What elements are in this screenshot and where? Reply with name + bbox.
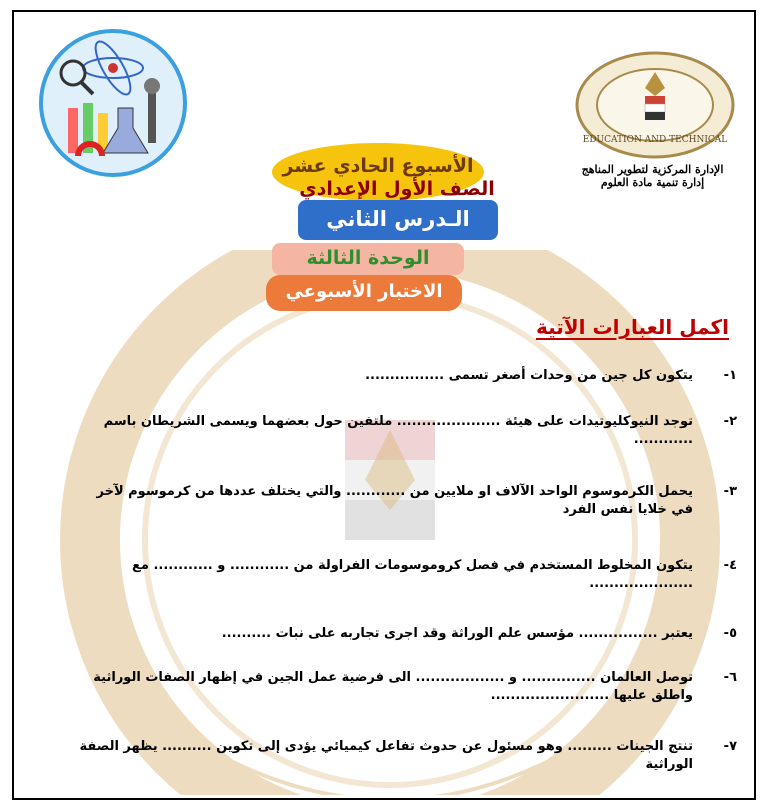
section-title: اكمل العبارات الآتية: [535, 315, 729, 339]
unit-badge: الوحدة الثالثة: [272, 243, 464, 275]
question-text: يعتبر ................ مؤسس علم الوراثة وقد اجرى تجاربه على نبات ..........: [221, 626, 693, 641]
question-number: ٦-: [723, 670, 737, 685]
ministry-seal-logo: [575, 50, 735, 160]
administration-text: الإدارة المركزية لتطوير المناهج إدارة تنمية مادة العلوم: [581, 163, 724, 189]
question-text: يتكون المخلوط المستخدم في فصل كروموسومات الفراولة من ............ و ............ مع .....................: [132, 558, 693, 591]
week-badge: الأسبوع الحادي عشر: [272, 143, 484, 201]
question-item: [62, 625, 737, 643]
question-item: [62, 669, 737, 705]
question-text: يحمل الكرموسوم الواحد الآلاف او ملايين من ............ والتي يختلف عددها من كرموسوم لآخر في خلايا نفس الفرد: [96, 484, 693, 517]
grade-title: الصف الأول الإعدادي: [299, 178, 495, 200]
question-item: [62, 483, 737, 519]
question-text: توجد النيوكليوتيدات على هيئة ..................... ملتفين حول بعضهما ويسمى الشريطان باسم ............: [103, 414, 693, 447]
question-number: ١-: [723, 368, 737, 383]
science-clipart-logo: [38, 28, 188, 178]
question-item: [62, 738, 737, 774]
svg-text:EDUCATION AND TECHNICAL: EDUCATION AND TECHNICAL: [582, 135, 728, 145]
question-number: ٢-: [723, 414, 737, 429]
question-number: ٥-: [723, 626, 737, 641]
question-text: يتكون كل جين من وحدات أصغر تسمى ................: [365, 368, 693, 383]
exam-badge: الاختبار الأسبوعي: [266, 275, 462, 311]
question-number: ٧-: [723, 739, 737, 754]
question-number: ٣-: [723, 484, 737, 499]
question-number: ٤-: [723, 558, 737, 573]
question-item: [62, 367, 737, 385]
question-text: توصل العالمان ............... و .................. الى فرضية عمل الجين في إظهار الصفات الوراثية واطلق عليها ........................: [93, 670, 693, 703]
question-text: تنتج الجينات ......... وهو مسئول عن حدوث تفاعل كيميائي يؤدى إلى تكوين .......... يظهر الصفة الوراثية: [79, 739, 693, 772]
lesson-badge: الـدرس الثاني: [298, 200, 498, 240]
question-item: [62, 413, 737, 449]
question-item: [62, 557, 737, 593]
